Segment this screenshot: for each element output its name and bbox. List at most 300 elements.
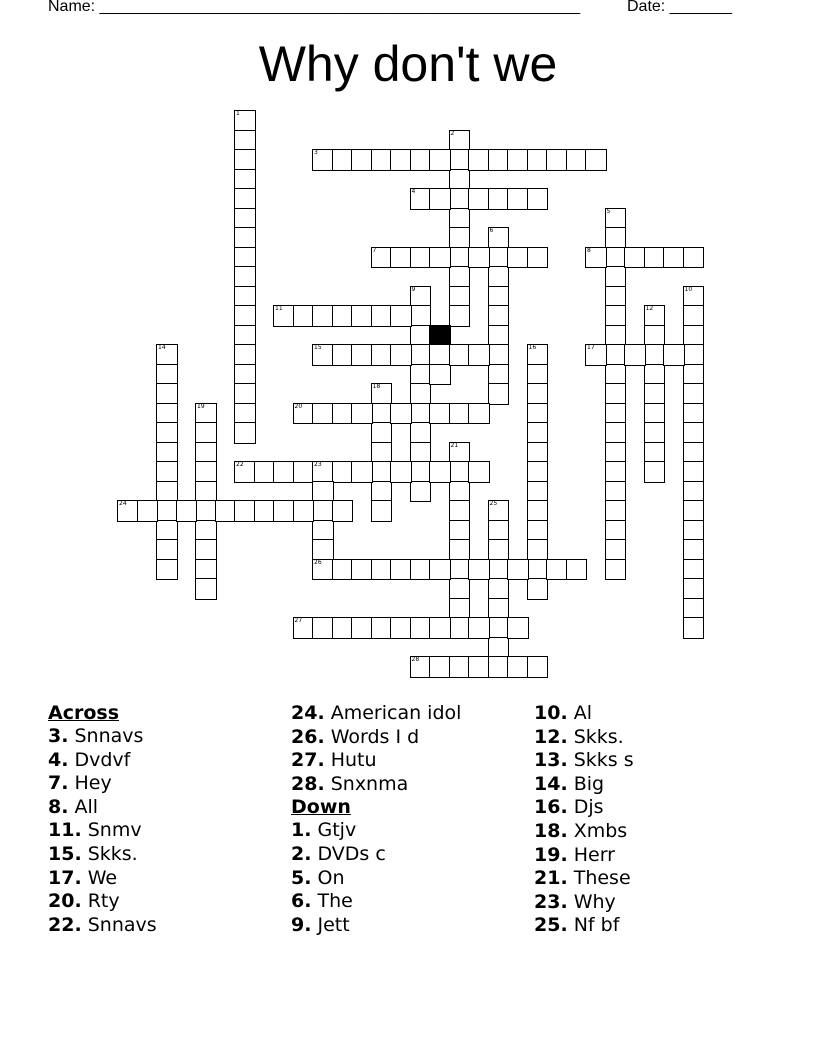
grid-cell[interactable] [605,286,627,308]
grid-cell[interactable] [468,403,490,425]
grid-cell[interactable] [390,149,412,171]
grid-cell[interactable] [683,520,705,542]
grid-cell[interactable] [410,364,432,386]
clue-item-number: 7. [48,772,69,795]
grid-cell[interactable] [644,247,666,269]
grid-cell[interactable] [527,656,549,678]
clue-item-text: Snnavs [81,913,157,936]
grid-cell[interactable] [488,149,510,171]
clue-item [291,702,461,726]
grid-cell[interactable] [546,149,568,171]
clue-item [534,867,634,891]
grid-cell[interactable] [234,208,256,230]
grid-cell[interactable] [488,500,510,522]
grid-cell[interactable] [527,442,549,464]
grid-cell[interactable] [449,305,471,327]
grid-cell[interactable] [156,422,178,444]
grid-cell[interactable] [234,305,256,327]
grid-cell[interactable] [156,461,178,483]
grid-cell[interactable] [351,617,373,639]
grid-cell[interactable] [332,305,354,327]
grid-cell[interactable] [195,461,217,483]
clue-item-text: American idol [324,702,462,724]
grid-cell[interactable] [156,403,178,425]
grid-cell[interactable] [527,481,549,503]
grid-cell[interactable] [234,325,256,347]
clue-item-text: Al [567,702,592,724]
grid-cell[interactable] [390,247,412,269]
grid-cell[interactable] [605,422,627,444]
grid-cell[interactable] [234,130,256,152]
grid-cell[interactable] [234,110,256,132]
clue-item [48,725,157,749]
grid-cell[interactable] [527,500,549,522]
grid-cell[interactable] [449,481,471,503]
grid-cell[interactable] [449,598,471,620]
grid-cell[interactable] [683,383,705,405]
grid-cell[interactable] [449,539,471,561]
grid-cell[interactable] [293,403,315,425]
grid-cell[interactable] [585,247,607,269]
grid-cell[interactable] [390,617,412,639]
grid-cell[interactable] [605,461,627,483]
grid-cell[interactable] [449,149,471,171]
grid-cell[interactable] [312,559,334,581]
clue-item-text: Nf bf [567,914,620,937]
grid-cell[interactable] [449,169,471,191]
grid-cell[interactable] [195,559,217,581]
grid-cell[interactable] [488,266,510,288]
clue-item-number: 1. [291,819,312,842]
grid-cell[interactable] [683,286,705,308]
clue-item [291,819,461,843]
grid-cell[interactable] [371,500,393,522]
grid-cell[interactable] [468,247,490,269]
grid-cell[interactable] [371,344,393,366]
grid-cell[interactable] [312,149,334,171]
grid-cell[interactable] [312,403,334,425]
grid-cell[interactable] [527,247,549,269]
grid-cell[interactable] [683,305,705,327]
grid-cell[interactable] [312,520,334,542]
grid-cell[interactable] [156,500,178,522]
grid-cell[interactable] [468,344,490,366]
grid-cell[interactable] [468,188,490,210]
grid-cell[interactable] [371,383,393,405]
grid-cell[interactable] [410,461,432,483]
grid-cell[interactable] [215,500,237,522]
grid-cell[interactable] [390,305,412,327]
grid-cell[interactable] [683,442,705,464]
grid-cell[interactable] [429,403,451,425]
grid-cell[interactable] [605,266,627,288]
grid-cell[interactable] [527,344,549,366]
grid-cell[interactable] [449,247,471,269]
grid-cell[interactable] [449,227,471,249]
grid-cell[interactable] [683,325,705,347]
clue-number: 15 [314,344,322,351]
grid-cell[interactable] [234,169,256,191]
grid-cell[interactable] [371,461,393,483]
grid-cell[interactable] [312,539,334,561]
grid-cell[interactable] [195,481,217,503]
grid-cell[interactable] [390,344,412,366]
grid-cell[interactable] [449,266,471,288]
grid-cell[interactable] [624,247,646,269]
grid-cell[interactable] [273,500,295,522]
grid-cell[interactable] [527,422,549,444]
grid-cell[interactable] [234,149,256,171]
grid-cell[interactable] [663,344,685,366]
grid-cell[interactable] [429,188,451,210]
grid-cell[interactable] [332,500,354,522]
clue-item [291,749,461,773]
grid-cell[interactable] [332,559,354,581]
grid-cell[interactable] [371,149,393,171]
grid-cell[interactable] [293,617,315,639]
grid-cell[interactable] [683,461,705,483]
grid-cell[interactable] [644,461,666,483]
grid-cell[interactable] [488,305,510,327]
grid-cell[interactable] [371,442,393,464]
grid-cell[interactable] [468,149,490,171]
clue-number: 14 [158,344,166,351]
grid-cell[interactable] [156,559,178,581]
clue-item [48,843,157,867]
clue-item-number: 3. [48,725,69,747]
grid-cell[interactable] [410,656,432,678]
clue-item-number: 4. [48,748,69,771]
grid-cell[interactable] [468,559,490,581]
grid-cell[interactable] [488,539,510,561]
grid-cell[interactable] [449,617,471,639]
grid-cell[interactable] [156,383,178,405]
grid-cell[interactable] [390,461,412,483]
grid-cell[interactable] [605,481,627,503]
grid-cell[interactable] [683,617,705,639]
grid-cell[interactable] [488,637,510,659]
grid-cell[interactable] [507,656,529,678]
grid-cell[interactable] [527,539,549,561]
grid-cell[interactable] [410,481,432,503]
clue-item-number: 15. [48,842,82,865]
grid-cell[interactable] [273,305,295,327]
grid-cell[interactable] [410,559,432,581]
grid-cell[interactable] [488,617,510,639]
grid-cell[interactable] [156,539,178,561]
grid-cell[interactable] [234,364,256,386]
grid-cell[interactable] [527,188,549,210]
clue-item-number: 6. [291,890,312,913]
grid-cell[interactable] [507,247,529,269]
grid-cell[interactable] [312,481,334,503]
clue-number: 2 [450,129,455,137]
grid-cell[interactable] [527,520,549,542]
grid-cell[interactable] [449,656,471,678]
grid-cell[interactable] [566,559,588,581]
grid-cell[interactable] [605,325,627,347]
grid-cell[interactable] [234,383,256,405]
grid-cell[interactable] [234,227,256,249]
grid-cell[interactable] [605,520,627,542]
grid-cell[interactable] [273,461,295,483]
clue-item-text: Skks. [567,725,624,748]
grid-cell[interactable] [429,617,451,639]
grid-cell[interactable] [410,617,432,639]
grid-cell[interactable] [234,344,256,366]
grid-cell[interactable] [585,344,607,366]
grid-cell[interactable] [488,598,510,620]
grid-cell[interactable] [429,344,451,366]
grid-cell[interactable] [293,305,315,327]
grid-cell[interactable] [156,520,178,542]
grid-cell[interactable] [156,364,178,386]
grid-cell[interactable] [644,442,666,464]
grid-cell[interactable] [605,247,627,269]
grid-cell[interactable] [254,461,276,483]
grid-cell[interactable] [156,344,178,366]
grid-cell[interactable] [683,481,705,503]
grid-cell[interactable] [644,403,666,425]
clue-item-number: 24. [291,702,325,724]
grid-cell[interactable] [234,266,256,288]
grid-cell[interactable] [605,559,627,581]
grid-cell[interactable] [195,422,217,444]
grid-cell[interactable] [234,188,256,210]
grid-cell[interactable] [312,617,334,639]
grid-cell[interactable] [410,305,432,327]
grid-cell[interactable] [195,520,217,542]
grid-cell[interactable] [449,500,471,522]
grid-cell[interactable] [488,188,510,210]
grid-cell[interactable] [332,149,354,171]
grid-cell[interactable] [234,247,256,269]
grid-cell[interactable] [605,208,627,230]
grid-cell[interactable] [410,442,432,464]
grid-cell[interactable] [156,442,178,464]
grid-cell[interactable] [449,344,471,366]
grid-cell[interactable] [683,500,705,522]
grid-cell[interactable] [468,461,490,483]
grid-cell[interactable] [507,617,529,639]
grid-cell[interactable] [605,227,627,249]
grid-cell[interactable] [156,481,178,503]
grid-cell[interactable] [449,208,471,230]
clue-number: 10 [684,285,693,293]
grid-cell[interactable] [683,578,705,600]
grid-cell[interactable] [332,403,354,425]
grid-cell[interactable] [410,247,432,269]
grid-cell[interactable] [527,559,549,581]
clue-item [534,749,634,773]
grid-cell[interactable] [605,383,627,405]
grid-cell[interactable] [293,461,315,483]
grid-cell[interactable] [527,403,549,425]
grid-cell[interactable] [195,500,217,522]
grid-cell[interactable] [332,617,354,639]
grid-cell[interactable] [351,344,373,366]
grid-cell[interactable] [332,461,354,483]
clue-item-number: 14. [534,772,568,795]
grid-cell[interactable] [410,383,432,405]
grid-cell[interactable] [410,149,432,171]
grid-cell[interactable] [332,344,354,366]
grid-cell[interactable] [429,461,451,483]
grid-cell[interactable] [410,286,432,308]
grid-cell[interactable] [429,364,451,386]
grid-cell[interactable] [371,305,393,327]
grid-cell[interactable] [683,344,705,366]
grid-cell[interactable] [683,403,705,425]
grid-cell[interactable] [488,227,510,249]
grid-cell[interactable] [605,500,627,522]
grid-cell[interactable] [488,578,510,600]
grid-cell[interactable] [195,539,217,561]
grid-cell[interactable] [488,364,510,386]
clue-item-text: We [81,866,118,889]
grid-cell[interactable] [371,617,393,639]
clue-item [48,819,157,843]
clue-item-text: Why [567,890,616,913]
grid-cell[interactable] [429,247,451,269]
grid-cell[interactable] [234,461,256,483]
grid-cell[interactable] [449,130,471,152]
grid-cell[interactable] [371,481,393,503]
grid-cell[interactable] [371,559,393,581]
grid-cell[interactable] [390,403,412,425]
grid-cell[interactable] [488,383,510,405]
grid-cell[interactable] [683,422,705,444]
grid-cell[interactable] [624,344,646,366]
grid-cell[interactable] [390,559,412,581]
grid-cell[interactable] [195,442,217,464]
grid-cell[interactable] [605,442,627,464]
grid-cell[interactable] [527,149,549,171]
grid-cell[interactable] [605,305,627,327]
grid-cell[interactable] [351,461,373,483]
grid-cell[interactable] [507,188,529,210]
grid-cell[interactable] [546,559,568,581]
clue-item-number: 22. [48,913,82,936]
grid-cell[interactable] [234,286,256,308]
grid-cell[interactable] [351,403,373,425]
grid-cell[interactable] [644,364,666,386]
grid-cell[interactable] [488,286,510,308]
grid-cell[interactable] [683,247,705,269]
clue-item [534,844,634,868]
grid-cell[interactable] [468,656,490,678]
grid-cell[interactable] [488,559,510,581]
clue-item-number: 18. [534,819,568,842]
grid-cell[interactable] [644,305,666,327]
grid-cell[interactable] [449,520,471,542]
grid-cell[interactable] [312,344,334,366]
grid-cell[interactable] [371,403,393,425]
grid-cell[interactable] [234,500,256,522]
clue-number: 4 [411,188,416,195]
grid-cell[interactable] [605,364,627,386]
grid-cell[interactable] [527,461,549,483]
grid-cell[interactable] [488,344,510,366]
grid-cell[interactable] [488,325,510,347]
grid-cell[interactable] [312,500,334,522]
grid-cell[interactable] [644,344,666,366]
grid-cell[interactable] [644,383,666,405]
clue-item [48,796,157,820]
clue-item-text: Hutu [324,749,377,772]
grid-cell[interactable] [449,286,471,308]
grid-cell[interactable] [410,325,432,347]
grid-cell[interactable] [527,578,549,600]
grid-cell[interactable] [410,422,432,444]
grid-cell[interactable] [293,500,315,522]
grid-cell[interactable] [429,559,451,581]
grid-cell[interactable] [429,656,451,678]
grid-cell[interactable] [605,539,627,561]
clue-item [291,843,461,867]
grid-cell[interactable] [585,149,607,171]
grid-cell[interactable] [176,500,198,522]
grid-cell[interactable] [488,656,510,678]
grid-cell[interactable] [644,325,666,347]
grid-cell[interactable] [254,500,276,522]
clue-number: 27 [294,617,303,624]
grid-cell[interactable] [507,559,529,581]
grid-cell[interactable] [449,188,471,210]
grid-cell[interactable] [605,403,627,425]
grid-cell[interactable] [449,442,471,464]
grid-cell[interactable] [663,247,685,269]
grid-cell[interactable] [488,247,510,269]
grid-cell[interactable] [683,598,705,620]
grid-cell[interactable] [234,422,256,444]
grid-cell[interactable] [507,149,529,171]
grid-cell[interactable] [137,500,159,522]
grid-cell[interactable] [117,500,139,522]
grid-cell[interactable] [566,149,588,171]
grid-cell[interactable] [527,364,549,386]
grid-cell[interactable] [410,188,432,210]
grid-cell[interactable] [195,403,217,425]
grid-cell[interactable] [234,403,256,425]
grid-cell[interactable] [468,617,490,639]
clue-number: 21 [450,441,459,449]
grid-cell[interactable] [312,305,334,327]
grid-cell[interactable] [371,247,393,269]
grid-cell[interactable] [683,364,705,386]
grid-cell[interactable] [429,149,451,171]
grid-cell[interactable] [351,559,373,581]
grid-cell[interactable] [527,383,549,405]
grid-cell[interactable] [683,559,705,581]
grid-cell[interactable] [410,344,432,366]
grid-cell[interactable] [449,403,471,425]
grid-cell[interactable] [195,578,217,600]
clue-item [534,914,634,938]
grid-cell[interactable] [351,149,373,171]
grid-cell[interactable] [351,305,373,327]
grid-cell[interactable] [449,461,471,483]
grid-cell[interactable] [449,559,471,581]
grid-cell[interactable] [312,461,334,483]
grid-cell[interactable] [410,403,432,425]
grid-cell[interactable] [644,422,666,444]
grid-cell[interactable] [488,520,510,542]
grid-cell[interactable] [605,344,627,366]
grid-cell[interactable] [371,422,393,444]
grid-cell[interactable] [683,539,705,561]
grid-cell[interactable] [449,578,471,600]
